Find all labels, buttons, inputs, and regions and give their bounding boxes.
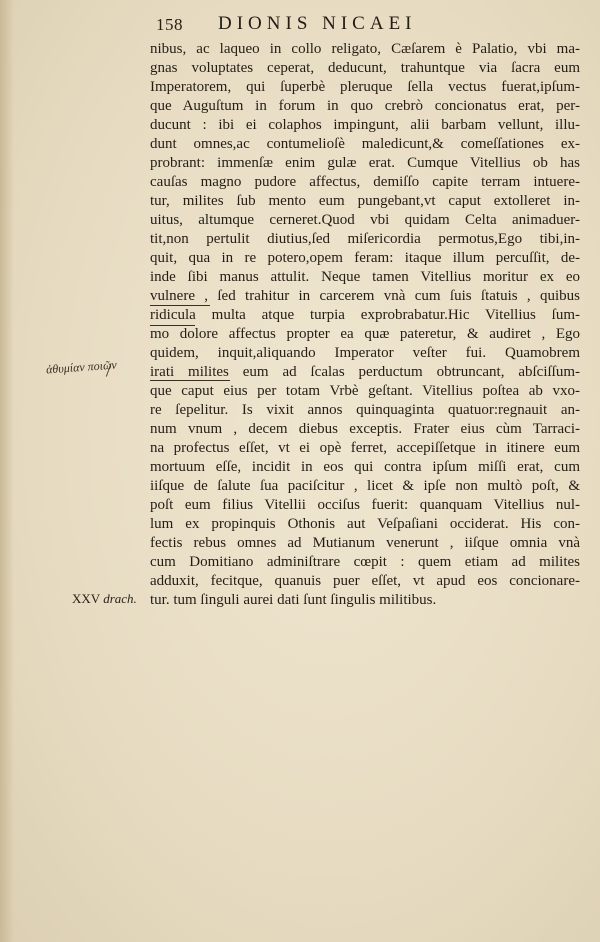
text-line: que caput eius per totam Vrbè geſtant. Vitellius poſtea ab vxo- — [150, 383, 580, 399]
drachma-numeral: XXV — [72, 591, 100, 606]
text-line: dunt omnes,ac contumelioſè maledicunt,& comeſſationes ex- — [150, 136, 580, 152]
text-line: vulnere , ſed trahitur in carcerem vnà cum ſuis ſtatuis , quibus — [150, 288, 580, 304]
text-line: cauſas magno pudore affectus, demiſſo capite terram intuere- — [150, 174, 580, 190]
running-head: DIONIS NICAEI — [218, 13, 417, 34]
text-line: fectis rebus omnes ad Mutianum venerunt , iiſque omnia vnà — [150, 535, 580, 551]
text-line: nibus, ac laqueo in collo religato, Cæſarem è Palatio, vbi ma- — [150, 41, 580, 57]
text-line: inde ſibi manus attulit. Neque tamen Vitellius moritur ex eo — [150, 269, 580, 285]
text-line: que Auguſtum in forum in quo crebrò concionatus erat, per- — [150, 98, 580, 114]
text-line: adduxit, fecitque, quanuis puer eſſet, vt apud eos concionare- — [150, 573, 580, 589]
text-line: uitus, altumque cerneret.Quod vbi quidam Celta animaduer- — [150, 212, 580, 228]
body-text — [150, 40, 580, 610]
handwritten-underline — [150, 325, 195, 326]
text-line: mo dolore affectus propter ea quæ pateretur, & audiret , Ego — [150, 326, 580, 342]
text-line: probrant: immenſæ enim gulæ erat. Cumque Vitellius ob has — [150, 155, 580, 171]
margin-note-greek: ἀθυμίαν ποιῶν — [45, 357, 118, 377]
margin-note-drachma — [72, 591, 137, 607]
page-header — [150, 10, 580, 38]
text-line: tur, milites ſub mento eum pungebant,vt caput extolleret in- — [150, 193, 580, 209]
text-line: num vnum , decem diebus exceptis. Frater eius cùm Tarraci- — [150, 421, 580, 437]
page-gutter-shadow — [0, 0, 14, 942]
handwritten-underline — [150, 305, 210, 306]
text-line: ridicula multa atque turpia exprobrabatur.Hic Vitellius ſum- — [150, 307, 580, 323]
text-line: iiſque de ſalute ſua paciſcitur , licet & ipſe non multò poſt, & — [150, 478, 580, 494]
text-line: re ſepelitur. Is vixit annos quinquaginta quatuor:regnauit an- — [150, 402, 580, 418]
text-line: mortuum eſſe, incidit in eos qui contra ipſum miſſi erat, cum — [150, 459, 580, 475]
text-line: gnas voluptates ceperat, deducunt, trahuntque via ſacra eum — [150, 60, 580, 76]
text-line: tur. tum ſinguli aurei dati ſunt ſingulis militibus. — [150, 592, 437, 608]
text-line: na profectus eſſet, vt ei opè ferret, accepiſſetque in itinere eum — [150, 440, 580, 456]
text-line: ducunt : ibi ei colaphos impingunt, alii barbam vellunt, illu- — [150, 117, 580, 133]
text-line: irati milites eum ad ſcalas perductum obtruncant, abſciſſum- — [150, 364, 580, 380]
text-line: quit, qua in re potero,opem feram: itaque illum percuſſit, de- — [150, 250, 580, 266]
page-number: 158 — [156, 15, 183, 34]
text-line: Imperatorem, qui ſuperbè pleruque ſella vectus fuerat,ipſum- — [150, 79, 580, 95]
handwritten-underline — [150, 380, 230, 381]
text-line: cum Domitiano adminiſtrare cœpit : quem etiam ad milites — [150, 554, 580, 570]
text-line: quidem, inquit,aliquando Imperator veſter fui. Quamobrem — [150, 345, 580, 361]
text-line: poſt eum filius Vitellii occiſus fuerit: quanquam Vitellius nul- — [150, 497, 580, 513]
drachma-abbreviation: drach. — [103, 591, 137, 606]
text-line: tit,non pertulit diutius,ſed miſericordia permotus,Ego tibi,in- — [150, 231, 580, 247]
text-line: lum ex propinquis Othonis aut Veſpaſiani occiderat. His con- — [150, 516, 580, 532]
